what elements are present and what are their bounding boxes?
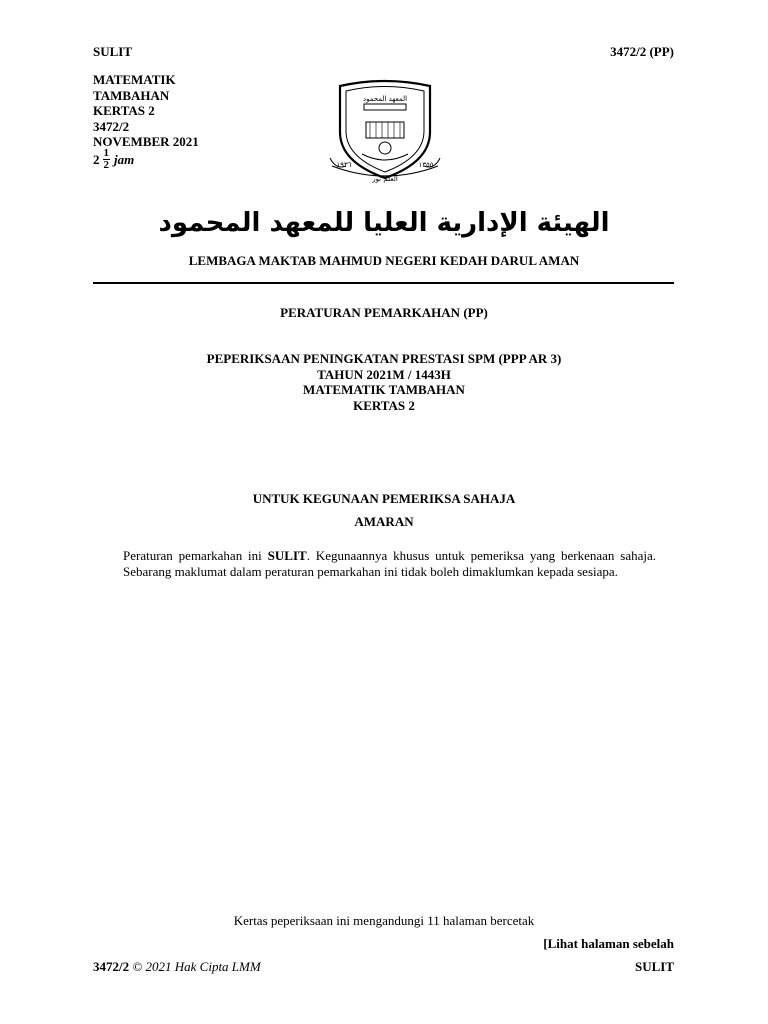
exam-line-3: MATEMATIK TAMBAHAN xyxy=(303,382,465,397)
exam-line-4: KERTAS 2 xyxy=(353,397,415,413)
footer-copyright: © 2021 Hak Cipta LMM xyxy=(132,959,261,974)
exam-date: NOVEMBER 2021 xyxy=(93,134,199,149)
exam-details xyxy=(0,351,768,413)
paper-meta xyxy=(93,72,199,150)
footer-classification: SULIT xyxy=(634,959,674,974)
usage-restriction: UNTUK KEGUNAAN PEMERIKSA SAHAJA xyxy=(252,491,516,506)
subject-line-1: MATEMATIK xyxy=(93,72,176,87)
paper-code: 3472/2 xyxy=(93,118,130,134)
paper-number: KERTAS 2 xyxy=(93,103,155,118)
exam-duration xyxy=(93,148,134,171)
crest-motto: العلم نور xyxy=(372,175,398,183)
crest-year-left: ١٩٣٦ xyxy=(336,161,352,169)
duration-numerator: 1 xyxy=(103,147,109,159)
school-crest-logo xyxy=(326,74,444,186)
exam-line-1: PEPERIKSAAN PENINGKATAN PRESTASI SPM (PPP AR 3) xyxy=(206,351,562,366)
duration-denominator: 2 xyxy=(103,159,109,171)
notice-text-start: Peraturan pemarkahan ini xyxy=(123,548,268,563)
crest-year-right: ١٣٥٥ xyxy=(418,161,434,169)
duration-whole: 2 xyxy=(93,151,100,167)
header-classification: SULIT xyxy=(93,44,133,59)
crest-emblem-text: المعهد المحمود xyxy=(362,95,408,103)
notice-emphasis: SULIT xyxy=(267,548,307,563)
organization-name: LEMBAGA MAKTAB MAHMUD NEGERI KEDAH DARUL AMAN xyxy=(188,253,580,268)
warning-notice xyxy=(123,548,656,579)
page-count-note: Kertas peperiksaan ini mengandungi 11 halaman bercetak xyxy=(233,913,535,928)
exam-line-2: TAHUN 2021M / 1443H xyxy=(317,366,451,382)
next-page-note: [Lihat halaman sebelah xyxy=(543,936,674,951)
footer-left xyxy=(93,959,261,975)
arabic-organization-name: الهيئة الإدارية العليا للمعهد المحمود xyxy=(158,208,610,238)
duration-fraction xyxy=(103,148,111,171)
header-divider xyxy=(93,282,674,284)
header-paper-code: 3472/2 (PP) xyxy=(610,44,674,59)
duration-unit: jam xyxy=(114,151,135,167)
footer-code: 3472/2 xyxy=(93,959,130,974)
notice-text-end: . Kegunaannya khusus untuk pemeriksa yang berkenaan sahaja. Sebarang maklumat dalam peraturan pemarkahan ini tidak boleh dimaklumkan kepada sesiapa. xyxy=(123,548,657,579)
warning-heading: AMARAN xyxy=(354,514,414,529)
document-title: PERATURAN PEMARKAHAN (PP) xyxy=(280,305,488,320)
subject-line-2: TAMBAHAN xyxy=(93,87,170,103)
